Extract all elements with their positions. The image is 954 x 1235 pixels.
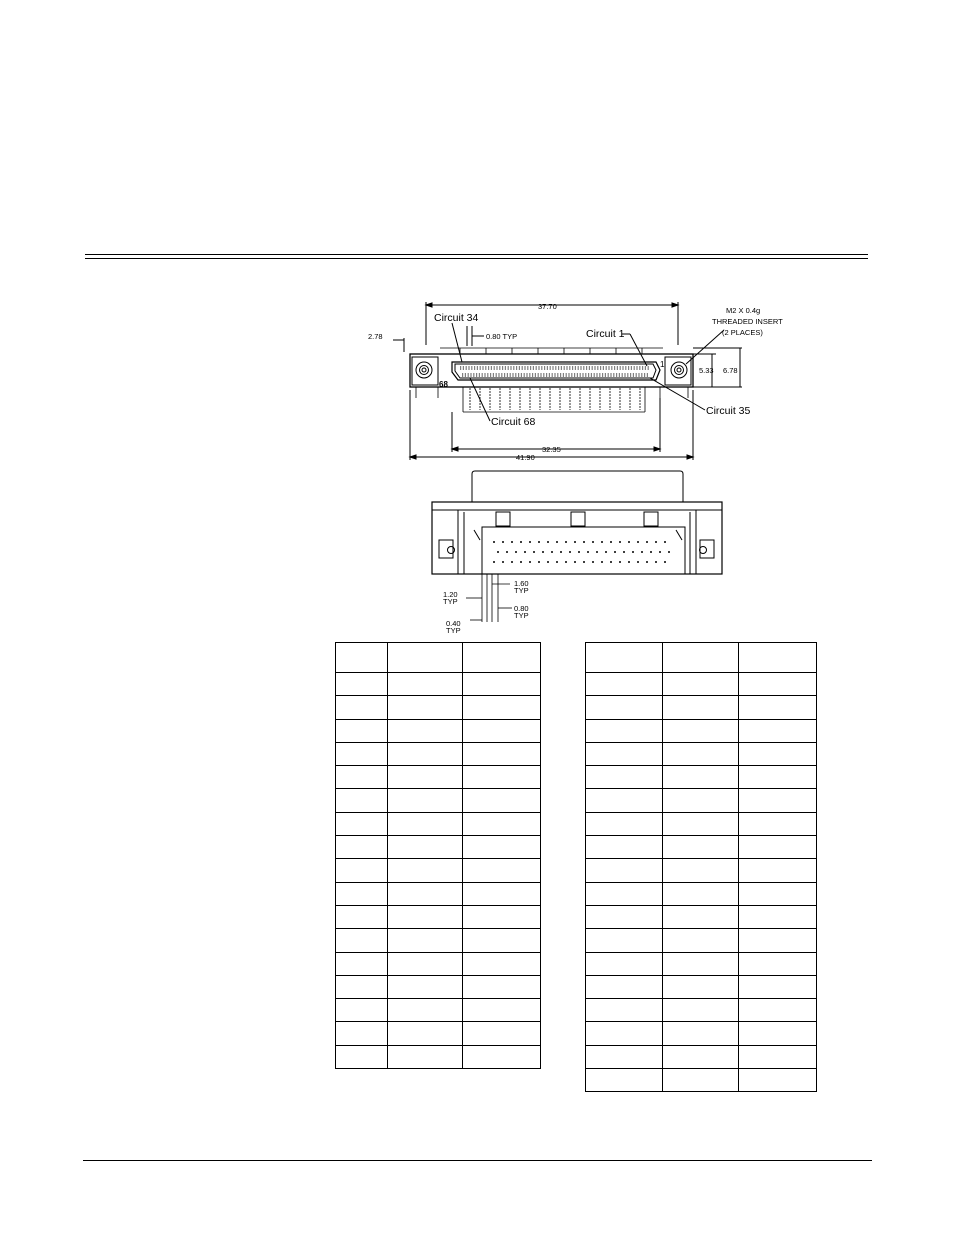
table-row (586, 859, 817, 882)
table-cell (739, 766, 817, 789)
pin-assignment-table-right (585, 642, 817, 1092)
table-cell (663, 929, 739, 952)
dim-row-offset-value: 1.20 (443, 590, 458, 599)
dim-height-inner: 5.33 (699, 366, 714, 375)
table-cell (463, 696, 541, 719)
callout-circuit-34: Circuit 34 (434, 312, 479, 324)
table-cell (336, 643, 388, 673)
table-cell (463, 742, 541, 765)
table-row (586, 975, 817, 998)
table-cell (463, 952, 541, 975)
table-cell (586, 1069, 663, 1092)
table-cell (663, 882, 739, 905)
table-header-row (336, 643, 541, 673)
table-row (586, 719, 817, 742)
table-cell (663, 789, 739, 812)
table-cell (663, 812, 739, 835)
table-cell (463, 812, 541, 835)
table-cell (663, 999, 739, 1022)
table-cell (336, 673, 388, 696)
table-cell (586, 836, 663, 859)
table-row (586, 1069, 817, 1092)
table-cell (336, 696, 388, 719)
table-cell (739, 673, 817, 696)
table-cell (586, 812, 663, 835)
table-cell (336, 1022, 388, 1045)
table-cell (739, 952, 817, 975)
footprint-pin-row-2 (497, 551, 670, 553)
table-row (586, 882, 817, 905)
dim-overall-pin-span: 37.70 (538, 302, 557, 311)
table-cell (586, 789, 663, 812)
table-row (336, 812, 541, 835)
table-header-row (586, 643, 817, 673)
table-cell (586, 905, 663, 928)
table-cell (663, 719, 739, 742)
table-row (586, 836, 817, 859)
table-row (586, 673, 817, 696)
table-row (586, 999, 817, 1022)
table-cell (463, 836, 541, 859)
table-cell (463, 643, 541, 673)
table-cell (336, 882, 388, 905)
dim-pin-dia-value: 0.40 (446, 619, 461, 628)
table-cell (388, 789, 463, 812)
table-cell (663, 766, 739, 789)
pin-number-68: 68 (439, 380, 448, 389)
table-row (586, 789, 817, 812)
table-cell (463, 905, 541, 928)
table-cell (739, 1069, 817, 1092)
table-cell (663, 742, 739, 765)
table-cell (586, 882, 663, 905)
pin-assignment-table-left (335, 642, 541, 1069)
insert-note-line-2: THREADED INSERT (712, 317, 783, 326)
table-cell (739, 859, 817, 882)
table-row (586, 905, 817, 928)
table-cell (739, 836, 817, 859)
table-cell (739, 1045, 817, 1068)
table-cell (739, 643, 817, 673)
table-row (336, 789, 541, 812)
table-cell (739, 812, 817, 835)
table-cell (388, 673, 463, 696)
callout-circuit-35: Circuit 35 (706, 405, 751, 417)
table-cell (463, 673, 541, 696)
table-cell (663, 952, 739, 975)
table-cell (739, 696, 817, 719)
table-row (586, 929, 817, 952)
table-row (586, 952, 817, 975)
table-cell (336, 859, 388, 882)
dim-pitch: 0.80 TYP (486, 332, 518, 341)
table-row (336, 673, 541, 696)
table-cell (663, 905, 739, 928)
table-cell (388, 812, 463, 835)
footprint-pin-row-1 (493, 541, 666, 543)
table-cell (388, 859, 463, 882)
callout-circuit-1: Circuit 1 (586, 328, 625, 340)
table-row (336, 882, 541, 905)
table-row (586, 812, 817, 835)
footer-rule (83, 1160, 872, 1161)
table-row (336, 952, 541, 975)
table-cell (388, 952, 463, 975)
dim-row-pitch-typ: TYP (514, 586, 529, 595)
table-cell (388, 929, 463, 952)
table-cell (586, 719, 663, 742)
table-cell (463, 789, 541, 812)
table-cell (663, 975, 739, 998)
footprint-pin-row-3 (493, 561, 666, 563)
table-cell (388, 742, 463, 765)
table-cell (388, 1045, 463, 1068)
table-row (336, 719, 541, 742)
table-cell (336, 929, 388, 952)
pin-number-1: 1 (660, 360, 665, 369)
table-cell (463, 1045, 541, 1068)
table-row (336, 929, 541, 952)
table-cell (586, 1022, 663, 1045)
table-cell (586, 673, 663, 696)
table-cell (739, 929, 817, 952)
callout-circuit-68: Circuit 68 (491, 416, 536, 428)
table-cell (739, 789, 817, 812)
table-cell (663, 1045, 739, 1068)
table-cell (388, 719, 463, 742)
table-cell (663, 673, 739, 696)
table-row (336, 859, 541, 882)
table-cell (463, 859, 541, 882)
table-row (586, 766, 817, 789)
table-row (586, 1045, 817, 1068)
table-cell (463, 999, 541, 1022)
table-cell (739, 999, 817, 1022)
table-cell (663, 1022, 739, 1045)
table-cell (388, 905, 463, 928)
table-cell (586, 999, 663, 1022)
table-row (336, 999, 541, 1022)
table-cell (336, 836, 388, 859)
table-cell (388, 975, 463, 998)
table-cell (663, 1069, 739, 1092)
table-cell (739, 719, 817, 742)
table-cell (336, 789, 388, 812)
table-cell (663, 836, 739, 859)
table-row (336, 836, 541, 859)
table-cell (739, 742, 817, 765)
table-cell (586, 766, 663, 789)
table-row (586, 696, 817, 719)
table-cell (739, 882, 817, 905)
table-cell (586, 1045, 663, 1068)
table-row (586, 1022, 817, 1045)
table-cell (388, 766, 463, 789)
table-cell (586, 859, 663, 882)
table-cell (586, 929, 663, 952)
table-cell (388, 696, 463, 719)
table-cell (336, 812, 388, 835)
dim-row-offset-typ: TYP (443, 597, 458, 606)
table-row (336, 696, 541, 719)
dim-row-pitch-value: 1.60 (514, 579, 529, 588)
table-row (336, 766, 541, 789)
table-cell (463, 719, 541, 742)
table-row (586, 742, 817, 765)
table-cell (586, 742, 663, 765)
table-cell (336, 975, 388, 998)
table-row (336, 1022, 541, 1045)
table-cell (463, 882, 541, 905)
table-cell (586, 952, 663, 975)
insert-note-line-3: (2 PLACES) (722, 328, 763, 337)
table-cell (336, 999, 388, 1022)
table-row (336, 742, 541, 765)
dim-pin-dia-typ: TYP (446, 626, 461, 635)
table-cell (463, 1022, 541, 1045)
table-cell (336, 905, 388, 928)
dim-height-outer: 6.78 (723, 366, 738, 375)
insert-note-line-1: M2 X 0.4g (726, 306, 761, 315)
table-cell (463, 975, 541, 998)
table-cell (388, 882, 463, 905)
dim-left-offset: 2.78 (368, 332, 383, 341)
table-row (336, 905, 541, 928)
table-cell (388, 999, 463, 1022)
table-cell (336, 719, 388, 742)
table-cell (388, 643, 463, 673)
table-cell (388, 836, 463, 859)
connector-footprint-view (432, 471, 722, 635)
connector-top-view (368, 302, 783, 462)
dim-body-inner: 32.35 (542, 445, 561, 454)
dim-body-outer: 41.90 (516, 453, 535, 462)
table-cell (336, 1045, 388, 1068)
table-cell (586, 975, 663, 998)
table-cell (463, 766, 541, 789)
dim-col-pitch-typ: TYP (514, 611, 529, 620)
table-cell (663, 696, 739, 719)
table-cell (586, 643, 663, 673)
dim-col-pitch-value: 0.80 (514, 604, 529, 613)
table-cell (463, 929, 541, 952)
table-cell (586, 696, 663, 719)
table-cell (336, 766, 388, 789)
table-row (336, 975, 541, 998)
table-cell (739, 905, 817, 928)
table-cell (739, 1022, 817, 1045)
table-cell (739, 975, 817, 998)
table-cell (336, 952, 388, 975)
table-cell (388, 1022, 463, 1045)
table-cell (663, 643, 739, 673)
table-cell (663, 859, 739, 882)
table-row (336, 1045, 541, 1068)
table-cell (336, 742, 388, 765)
